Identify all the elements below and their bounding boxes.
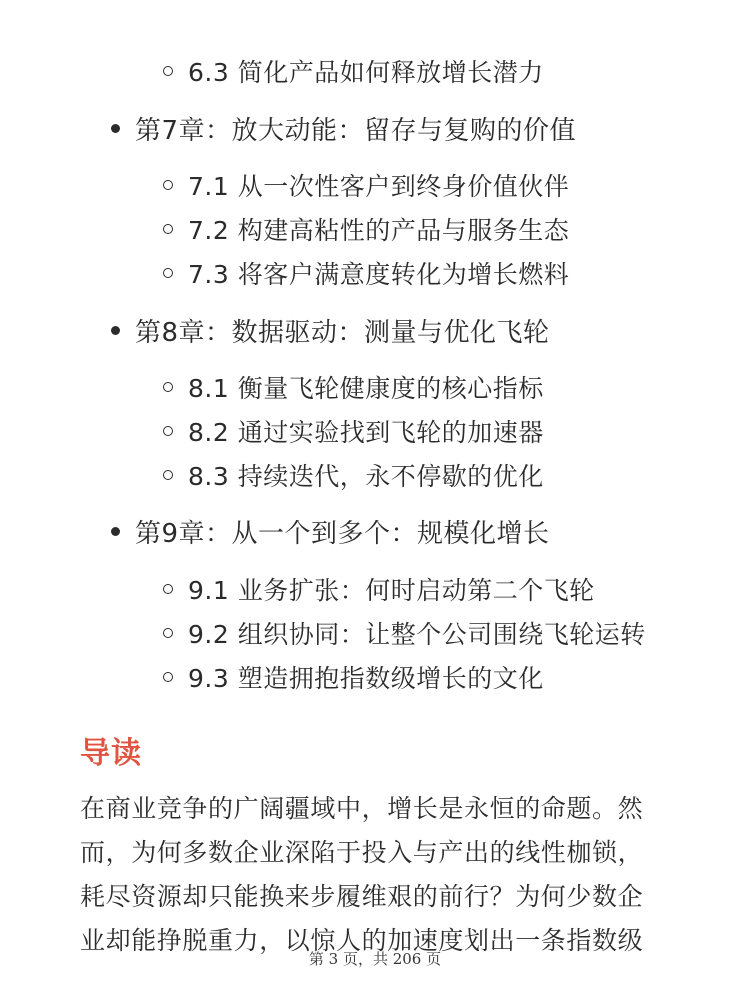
disc-bullet-icon [111, 326, 120, 335]
intro-heading: 导读 [80, 736, 142, 771]
paragraph-line: 耗尽资源却只能换来步履维艰的前行？为何少数企 [80, 882, 644, 911]
toc-section-text: 8.3 持续迭代，永不停歇的优化 [188, 462, 544, 491]
paragraph-line: 在商业竞争的广阔疆域中，增长是永恒的命题。然 [80, 794, 644, 823]
toc-section-text: 9.3 塑造拥抱指数级增长的文化 [188, 664, 544, 693]
page-number-footer: 第 3 页，共 206 页 [308, 950, 442, 968]
toc-chapter-text: 第7章：放大动能：留存与复购的价值 [135, 115, 577, 146]
circle-bullet-icon [163, 470, 173, 480]
toc-section-text: 7.2 构建高粘性的产品与服务生态 [188, 216, 570, 245]
circle-bullet-icon [163, 584, 173, 594]
toc-section-text: 8.2 通过实验找到飞轮的加速器 [188, 418, 544, 447]
intro-paragraph [80, 787, 680, 963]
paragraph-line: 业却能挣脱重力，以惊人的加速度划出一条指数级 [80, 926, 644, 955]
circle-bullet-icon [163, 224, 173, 234]
circle-bullet-icon [163, 382, 173, 392]
circle-bullet-icon [163, 672, 173, 682]
toc-section-text: 6.3 简化产品如何释放增长潜力 [188, 58, 544, 87]
circle-bullet-icon [163, 180, 173, 190]
toc-section-text: 8.1 衡量飞轮健康度的核心指标 [188, 374, 544, 403]
disc-bullet-icon [111, 124, 120, 133]
paragraph-line: 而，为何多数企业深陷于投入与产出的线性枷锁， [80, 838, 644, 867]
toc-section-text: 9.2 组织协同：让整个公司围绕飞轮运转 [188, 620, 646, 649]
circle-bullet-icon [163, 628, 173, 638]
toc-chapter-text: 第8章：数据驱动：测量与优化飞轮 [135, 317, 550, 348]
disc-bullet-icon [111, 527, 120, 536]
circle-bullet-icon [163, 268, 173, 278]
toc-section-text: 9.1 业务扩张：何时启动第二个飞轮 [188, 576, 595, 605]
circle-bullet-icon [163, 66, 173, 76]
toc-section-text: 7.3 将客户满意度转化为增长燃料 [188, 260, 570, 289]
toc-chapter-text: 第9章：从一个到多个：规模化增长 [135, 518, 550, 549]
toc-section-text: 7.1 从一次性客户到终身价值伙伴 [188, 172, 570, 201]
circle-bullet-icon [163, 426, 173, 436]
